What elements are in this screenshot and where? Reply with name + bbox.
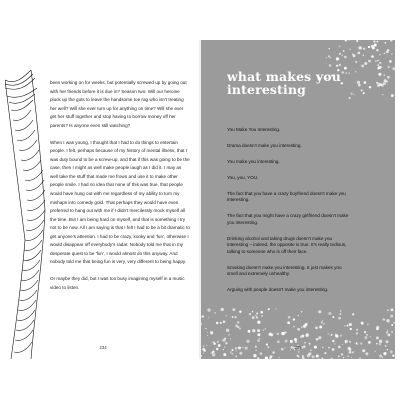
decorative-dot	[377, 41, 379, 43]
decorative-dot	[226, 329, 229, 332]
decorative-dot	[387, 309, 389, 311]
decorative-dot	[340, 335, 342, 337]
decorative-dot	[212, 353, 215, 356]
decorative-dot	[356, 342, 358, 344]
decorative-dot	[298, 351, 299, 352]
decorative-dot	[386, 50, 389, 53]
decorative-dot	[221, 308, 224, 311]
left-paragraph-1: been working on for weeks, but potentially screwed up by going out with her friends before it is due in? Season two: Will our heroine pluck up the guts to leave the handsome toe rag who isn't treating her well? Will she ever turn up for anything on time? Will she ever get her stuff together and stop having to borrow money off her parents? Is anyone even still watching?	[50, 80, 187, 128]
decorative-dot	[338, 317, 341, 320]
decorative-dot	[339, 313, 341, 315]
decorative-dot	[256, 316, 258, 318]
decorative-dot	[359, 357, 361, 359]
decorative-dot	[329, 48, 330, 49]
decorative-dot	[278, 357, 279, 358]
left-page-body-text	[50, 79, 190, 301]
decorative-dot	[368, 46, 370, 48]
decorative-dot	[253, 354, 256, 357]
decorative-dot	[349, 341, 351, 343]
decorative-dot	[237, 321, 239, 323]
decorative-dot	[275, 308, 276, 309]
decorative-dot	[210, 331, 213, 334]
decorative-dot	[391, 94, 394, 97]
decorative-dot	[353, 54, 356, 57]
decorative-dot	[361, 64, 364, 67]
decorative-dot	[357, 52, 360, 55]
decorative-dot	[331, 334, 333, 336]
decorative-dot	[356, 329, 358, 331]
decorative-dot	[297, 328, 300, 331]
decorative-dot	[287, 321, 290, 324]
decorative-dot	[257, 357, 260, 359]
decorative-dot	[341, 353, 343, 355]
decorative-dot	[356, 40, 358, 42]
decorative-dot	[218, 340, 219, 341]
decorative-dot	[355, 61, 357, 63]
decorative-dot	[301, 311, 303, 313]
line-drawing-figure-illustration	[5, 40, 49, 359]
decorative-dot	[265, 357, 268, 359]
decorative-dot	[239, 352, 242, 355]
decorative-dot	[367, 324, 369, 326]
decorative-dot	[349, 49, 350, 50]
decorative-dot	[223, 353, 226, 356]
decorative-dot	[376, 49, 378, 51]
book-spread	[5, 40, 395, 359]
decorative-dot	[328, 312, 331, 315]
decorative-dot	[308, 352, 311, 355]
decorative-dot	[246, 340, 249, 343]
decorative-dot	[217, 341, 218, 342]
left-page-number: 234	[99, 345, 107, 350]
right-page	[201, 40, 395, 359]
decorative-dot	[316, 338, 319, 341]
decorative-dot	[343, 357, 344, 358]
decorative-dot	[343, 50, 345, 52]
statement-item: Arguing with people doesn't make you interesting.	[227, 287, 329, 293]
decorative-dot	[277, 333, 279, 335]
decorative-dot	[382, 318, 384, 320]
decorative-dot	[277, 340, 280, 343]
decorative-dot	[364, 62, 367, 65]
statement-item: You Make You Interesting.	[227, 127, 281, 132]
decorative-dot	[301, 326, 303, 328]
decorative-dot	[359, 46, 362, 49]
decorative-dot	[364, 336, 367, 339]
decorative-dot	[370, 336, 371, 337]
decorative-dot	[293, 318, 295, 320]
decorative-dot	[203, 352, 204, 353]
decorative-dot	[393, 322, 395, 324]
decorative-dot	[347, 355, 349, 357]
decorative-dot	[385, 42, 387, 44]
decorative-dot	[239, 328, 241, 330]
decorative-dot	[350, 328, 352, 330]
decorative-dot	[323, 323, 325, 325]
section-heading	[227, 70, 387, 96]
decorative-dot	[220, 322, 222, 324]
decorative-dot	[376, 327, 379, 330]
decorative-dot	[318, 336, 321, 339]
decorative-dot	[386, 319, 389, 322]
decorative-dot	[239, 311, 241, 313]
decorative-dot	[202, 315, 204, 317]
decorative-dot	[293, 326, 294, 327]
decorative-dot	[387, 333, 390, 336]
decorative-dot	[364, 331, 366, 333]
statement-item: The fact that you might have a crazy girlfriend doesn't make you interesting.	[227, 213, 349, 225]
decorative-dot	[257, 333, 260, 336]
decorative-dot	[390, 350, 393, 353]
decorative-dot	[272, 351, 274, 353]
decorative-dot	[316, 354, 319, 357]
decorative-dot	[319, 325, 322, 328]
decorative-dot	[387, 330, 388, 331]
decorative-dot	[257, 321, 260, 324]
decorative-dot	[375, 351, 376, 352]
decorative-dot	[255, 315, 256, 316]
decorative-dot	[318, 358, 319, 359]
decorative-dot	[230, 338, 231, 339]
decorative-dot	[281, 332, 284, 335]
decorative-dot	[366, 334, 367, 335]
decorative-dot	[305, 323, 308, 326]
decorative-dot	[391, 324, 393, 326]
decorative-dot	[294, 338, 297, 341]
decorative-dot	[201, 323, 202, 325]
statement-item: Drama doesn't make you interesting.	[227, 142, 302, 148]
decorative-dot	[389, 60, 392, 63]
statement-item: The fact that you have a crazy boyfriend doesn't make you interesting.	[227, 190, 346, 203]
decorative-dot	[387, 76, 390, 79]
decorative-dot	[232, 308, 235, 311]
decorative-dot	[379, 54, 381, 56]
decorative-dot	[207, 335, 208, 336]
decorative-dot	[338, 355, 340, 357]
decorative-dot	[212, 350, 215, 353]
decorative-dot	[379, 62, 381, 64]
decorative-dot	[235, 356, 237, 358]
decorative-dot	[302, 355, 304, 357]
decorative-dot	[252, 316, 255, 319]
decorative-dot	[232, 316, 234, 318]
decorative-dot	[368, 60, 371, 63]
decorative-dot	[305, 334, 308, 337]
interesting-statements-list	[227, 127, 353, 303]
decorative-dot	[377, 64, 379, 66]
decorative-dot	[321, 358, 323, 359]
decorative-dot	[374, 45, 376, 47]
statement-item: Drinking alcohol and taking drugs doesn't make you interesting – indeed, the opposite is true. It's really tedious, talking to someone who is off their face.	[227, 235, 347, 254]
decorative-dot	[344, 325, 345, 326]
decorative-dot	[335, 334, 337, 336]
decorative-dot	[224, 338, 226, 340]
decorative-dot	[260, 352, 263, 355]
decorative-dot	[223, 321, 226, 324]
decorative-dot	[269, 333, 272, 336]
decorative-dot	[261, 315, 263, 317]
decorative-dot	[339, 46, 341, 48]
decorative-dot	[329, 64, 332, 67]
decorative-dot	[384, 53, 386, 55]
decorative-dot	[371, 45, 374, 48]
decorative-dot	[373, 40, 375, 42]
decorative-dot	[330, 57, 332, 59]
decorative-dot	[390, 40, 392, 42]
decorative-dot	[315, 326, 318, 329]
decorative-dot	[237, 326, 239, 328]
decorative-dot	[228, 334, 230, 336]
decorative-dot	[349, 40, 350, 41]
decorative-dot	[361, 322, 364, 325]
left-paragraph-3: Or maybe they did, but I was too busy imagining myself in a music video to listen.	[50, 276, 185, 290]
decorative-dot	[235, 316, 237, 318]
decorative-dot	[340, 310, 342, 312]
decorative-dot	[386, 340, 389, 343]
decorative-dot	[207, 332, 208, 333]
section-heading-line-1: what makes you	[227, 69, 341, 84]
decorative-dot	[341, 55, 343, 57]
decorative-dot	[368, 341, 371, 344]
decorative-dot	[259, 338, 260, 339]
decorative-dot	[208, 317, 209, 318]
decorative-dot	[391, 331, 393, 333]
decorative-dot	[265, 328, 266, 329]
decorative-dot	[339, 53, 341, 55]
decorative-dot	[304, 342, 306, 344]
decorative-dot	[263, 330, 264, 331]
decorative-dot	[327, 333, 329, 335]
decorative-dot	[350, 351, 351, 352]
decorative-dot	[347, 325, 349, 327]
decorative-dot	[345, 342, 346, 343]
decorative-dot	[379, 340, 382, 343]
decorative-dot	[391, 308, 394, 311]
statement-item: You make you interesting.	[227, 158, 280, 164]
decorative-dot	[249, 313, 251, 315]
decorative-dot	[300, 335, 303, 338]
decorative-dot	[365, 352, 368, 355]
decorative-dot	[214, 312, 216, 314]
decorative-dot	[376, 337, 379, 340]
decorative-dot	[288, 316, 291, 319]
decorative-dot	[318, 310, 321, 313]
decorative-dot	[252, 311, 253, 312]
decorative-dot	[382, 357, 383, 358]
decorative-dot	[201, 355, 202, 356]
decorative-dot	[207, 308, 210, 311]
decorative-dot	[270, 355, 272, 357]
decorative-dot	[388, 66, 390, 68]
decorative-dot	[231, 353, 233, 355]
decorative-dot	[235, 350, 236, 351]
decorative-dot	[332, 340, 335, 343]
decorative-dot	[349, 323, 352, 326]
decorative-dot	[375, 60, 376, 61]
decorative-dot	[363, 55, 365, 57]
decorative-dot	[377, 60, 379, 62]
decorative-dot	[285, 331, 287, 333]
decorative-dot	[383, 352, 386, 355]
left-page	[5, 40, 201, 359]
decorative-dot	[352, 313, 354, 315]
decorative-dot	[324, 352, 326, 354]
decorative-dot	[312, 355, 315, 358]
decorative-dot	[390, 315, 393, 318]
decorative-dot	[345, 40, 347, 42]
decorative-dot	[331, 357, 333, 359]
decorative-dot	[363, 48, 365, 50]
decorative-dot	[276, 333, 277, 334]
decorative-dot	[356, 332, 358, 334]
decorative-dot	[348, 97, 350, 99]
statement-item: Smoking doesn't make you interesting. It just makes you smell and extremely unhealthy.	[227, 264, 342, 277]
decorative-dot	[391, 53, 392, 54]
decorative-dot	[322, 320, 323, 321]
right-page-number: 235	[294, 345, 302, 350]
decorative-dot	[256, 313, 258, 315]
decorative-dot	[379, 354, 382, 357]
decorative-dot	[371, 55, 374, 58]
decorative-dot	[268, 308, 270, 310]
decorative-dot	[386, 332, 388, 334]
decorative-dot	[336, 65, 338, 67]
decorative-dot	[326, 57, 327, 58]
section-heading-line-2: interesting	[227, 82, 307, 97]
decorative-dot	[353, 351, 354, 352]
decorative-dot	[260, 311, 263, 314]
decorative-dot	[328, 55, 330, 57]
decorative-dot	[252, 329, 255, 332]
decorative-dot	[298, 315, 299, 316]
decorative-dot	[230, 351, 232, 353]
decorative-dot	[205, 328, 206, 329]
decorative-dot	[332, 316, 334, 318]
decorative-dot	[210, 352, 211, 353]
decorative-dot	[339, 64, 341, 66]
decorative-dot	[392, 354, 394, 356]
decorative-dot	[285, 340, 288, 343]
decorative-dot	[351, 357, 352, 358]
decorative-dot	[352, 351, 354, 353]
decorative-dot	[216, 322, 219, 325]
decorative-dot	[297, 355, 299, 357]
decorative-dot	[392, 67, 395, 70]
statement-item: You, you, YOU.	[227, 174, 259, 180]
decorative-dot	[295, 341, 297, 343]
decorative-dot	[257, 339, 260, 342]
decorative-dot	[344, 56, 345, 57]
decorative-dot	[248, 330, 251, 333]
decorative-dot	[257, 329, 260, 332]
decorative-dot	[321, 321, 323, 323]
decorative-dot	[226, 315, 227, 316]
decorative-dot	[336, 57, 339, 60]
left-paragraph-2: When I was young, I thought that I had to do things to entertain people. I felt, perhaps because of my history of mental illness, that I was duty bound to be a screw-up, and that if this was going to be the case, then I might as well make people laugh as I did it. I may as well take the stuff that made me frown and use it to make other people smile. I had no idea that none of this was true, that people would have hung out with me regardless of my ability to turn my mishaps into comedy gold. That perhaps they would have even preferred to hang out with me if I didn't mercilessly mock myself all the time. But I am being hard on myself, and that is something I try not to be now. All I am saying is that I felt I had to be a bit dramatic to get anyone's attention. I had to be crazy, kooky and 'fun', otherwise I would disappear off everybody's radar. Nobody told me that in my desperate quest to be 'fun', I would almost do this anyway. And nobody told me that being fun is very, very different to being happy.	[50, 139, 190, 265]
decorative-dot	[290, 340, 293, 343]
